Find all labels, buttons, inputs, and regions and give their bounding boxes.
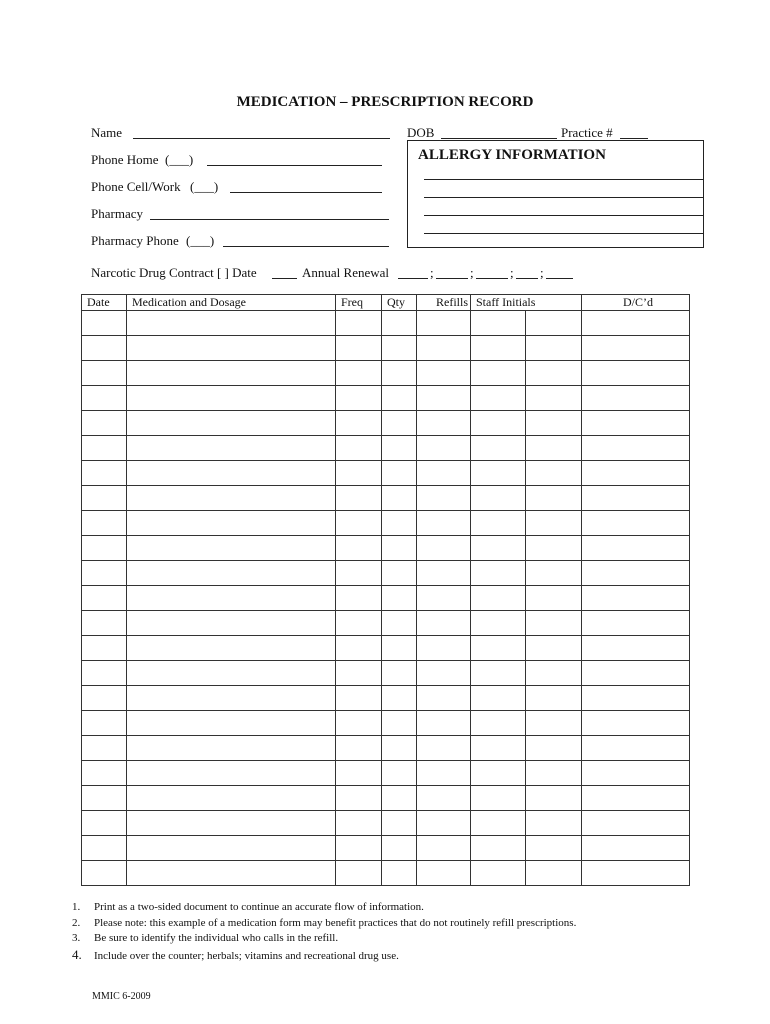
table-cell[interactable] (82, 386, 127, 411)
medication-table (81, 294, 690, 886)
renewal-field[interactable] (516, 278, 538, 279)
table-cell[interactable] (127, 636, 336, 661)
table-cell[interactable] (526, 361, 582, 386)
table-cell[interactable] (382, 436, 417, 461)
table-cell[interactable] (526, 636, 582, 661)
table-cell[interactable] (336, 311, 382, 336)
table-cell[interactable] (82, 411, 127, 436)
table-cell[interactable] (127, 811, 336, 836)
name-label: Name (91, 125, 123, 140)
table-cell[interactable] (336, 536, 382, 561)
table-cell[interactable] (382, 511, 417, 536)
table-cell[interactable] (582, 486, 690, 511)
table-cell[interactable] (526, 786, 582, 811)
table-cell[interactable] (526, 336, 582, 361)
table-cell[interactable] (127, 536, 336, 561)
table-cell[interactable] (526, 436, 582, 461)
table-cell[interactable] (382, 386, 417, 411)
table-cell[interactable] (417, 411, 471, 436)
col-header-dcd: D/C’d (582, 295, 690, 311)
table-cell[interactable] (582, 636, 690, 661)
table-cell[interactable] (82, 486, 127, 511)
table-cell[interactable] (382, 861, 417, 886)
phone-home-area: (___) (165, 152, 194, 167)
practice-label: Practice # (561, 125, 613, 140)
table-cell[interactable] (336, 586, 382, 611)
table-cell[interactable] (127, 711, 336, 736)
table-cell[interactable] (582, 461, 690, 486)
renewal-field[interactable] (398, 278, 428, 279)
table-cell[interactable] (336, 661, 382, 686)
table-cell[interactable] (127, 686, 336, 711)
allergy-box (407, 140, 704, 248)
table-cell[interactable] (582, 786, 690, 811)
note-item: 4. Include over the counter; herbals; vitamins and recreational drug use. (72, 946, 399, 962)
table-cell[interactable] (127, 336, 336, 361)
table-cell[interactable] (471, 761, 526, 786)
table-cell[interactable] (582, 511, 690, 536)
col-header-refills: Refills (417, 295, 471, 311)
table-cell[interactable] (526, 686, 582, 711)
table-cell[interactable] (471, 561, 526, 586)
table-cell[interactable] (417, 436, 471, 461)
allergy-line[interactable] (424, 197, 704, 198)
table-cell[interactable] (382, 536, 417, 561)
table-cell[interactable] (82, 536, 127, 561)
table-cell[interactable] (382, 761, 417, 786)
allergy-line[interactable] (424, 233, 704, 234)
table-row (82, 686, 690, 711)
table-cell[interactable] (471, 661, 526, 686)
col-header-freq: Freq (336, 295, 382, 311)
renewal-label: Annual Renewal (302, 265, 390, 280)
form-code: MMIC 6-2009 (92, 991, 151, 1002)
table-cell[interactable] (526, 836, 582, 861)
phone-cell-field[interactable] (230, 192, 382, 193)
table-cell[interactable] (82, 361, 127, 386)
table-cell[interactable] (382, 811, 417, 836)
table-cell[interactable] (336, 486, 382, 511)
table-row (82, 411, 690, 436)
table-cell[interactable] (82, 711, 127, 736)
table-row (82, 386, 690, 411)
contract-date-field[interactable] (272, 278, 297, 279)
table-cell[interactable] (526, 861, 582, 886)
col-header-date: Date (82, 295, 127, 311)
table-cell[interactable] (82, 861, 127, 886)
table-cell[interactable] (582, 561, 690, 586)
table-row (82, 311, 690, 336)
table-cell[interactable] (582, 861, 690, 886)
table-row (82, 761, 690, 786)
pharmacy-phone-field[interactable] (223, 246, 389, 247)
table-cell[interactable] (336, 361, 382, 386)
note-item: 2. Please note: this example of a medication form may benefit practices that do not routinely refill prescriptions. (72, 916, 577, 929)
table-cell[interactable] (526, 811, 582, 836)
table-cell[interactable] (471, 711, 526, 736)
phone-cell-label: Phone Cell/Work (91, 179, 181, 194)
table-cell[interactable] (336, 836, 382, 861)
phone-home-field[interactable] (207, 165, 382, 166)
table-cell[interactable] (382, 486, 417, 511)
table-cell[interactable] (127, 761, 336, 786)
contract-label: Narcotic Drug Contract [ ] Date (91, 265, 257, 280)
table-cell[interactable] (82, 811, 127, 836)
table-cell[interactable] (526, 511, 582, 536)
table-row (82, 611, 690, 636)
table-cell[interactable] (417, 611, 471, 636)
table-cell[interactable] (417, 461, 471, 486)
table-row (82, 561, 690, 586)
table-row (82, 486, 690, 511)
table-cell[interactable] (417, 786, 471, 811)
phone-home-label: Phone Home (91, 152, 159, 167)
table-cell[interactable] (417, 686, 471, 711)
table-cell[interactable] (82, 586, 127, 611)
table-cell[interactable] (336, 711, 382, 736)
table-cell[interactable] (471, 311, 526, 336)
table-cell[interactable] (336, 561, 382, 586)
table-cell[interactable] (417, 336, 471, 361)
table-cell[interactable] (82, 611, 127, 636)
table-cell[interactable] (582, 361, 690, 386)
table-cell[interactable] (471, 511, 526, 536)
table-cell[interactable] (417, 311, 471, 336)
table-cell[interactable] (417, 836, 471, 861)
table-cell[interactable] (526, 661, 582, 686)
table-cell[interactable] (127, 486, 336, 511)
table-cell[interactable] (471, 461, 526, 486)
table-cell[interactable] (336, 736, 382, 761)
table-cell[interactable] (582, 311, 690, 336)
table-cell[interactable] (526, 311, 582, 336)
name-field[interactable] (133, 138, 390, 139)
table-cell[interactable] (471, 411, 526, 436)
table-cell[interactable] (471, 486, 526, 511)
table-cell[interactable] (471, 586, 526, 611)
table-row (82, 861, 690, 886)
pharmacy-field[interactable] (150, 219, 389, 220)
table-cell[interactable] (471, 686, 526, 711)
table-cell[interactable] (336, 511, 382, 536)
table-cell[interactable] (382, 786, 417, 811)
renewal-sep: ; (540, 265, 544, 280)
table-cell[interactable] (382, 736, 417, 761)
pharmacy-label: Pharmacy (91, 206, 143, 221)
table-cell[interactable] (127, 411, 336, 436)
table-cell[interactable] (582, 661, 690, 686)
table-cell[interactable] (471, 436, 526, 461)
table-cell[interactable] (82, 561, 127, 586)
table-cell[interactable] (417, 561, 471, 586)
table-cell[interactable] (417, 736, 471, 761)
table-cell[interactable] (582, 611, 690, 636)
table-cell[interactable] (471, 811, 526, 836)
table-cell[interactable] (82, 336, 127, 361)
table-cell[interactable] (526, 561, 582, 586)
table-row (82, 461, 690, 486)
table-cell[interactable] (582, 836, 690, 861)
table-cell[interactable] (82, 436, 127, 461)
table-cell[interactable] (382, 686, 417, 711)
renewal-field[interactable] (476, 278, 508, 279)
renewal-sep: ; (430, 265, 434, 280)
table-cell[interactable] (127, 736, 336, 761)
table-cell[interactable] (382, 311, 417, 336)
col-header-staff: Staff Initials (471, 295, 582, 311)
table-cell[interactable] (82, 836, 127, 861)
table-row (82, 336, 690, 361)
table-cell[interactable] (417, 586, 471, 611)
table-cell[interactable] (127, 586, 336, 611)
notes-list (72, 900, 576, 964)
table-row (82, 786, 690, 811)
table-cell[interactable] (382, 711, 417, 736)
table-cell[interactable] (336, 811, 382, 836)
table-cell[interactable] (127, 611, 336, 636)
table-cell[interactable] (417, 386, 471, 411)
table-cell[interactable] (526, 711, 582, 736)
table-row (82, 661, 690, 686)
allergy-line[interactable] (424, 179, 704, 180)
table-cell[interactable] (382, 336, 417, 361)
table-cell[interactable] (382, 636, 417, 661)
dob-label: DOB (407, 125, 435, 140)
table-cell[interactable] (336, 336, 382, 361)
table-cell[interactable] (336, 436, 382, 461)
table-cell[interactable] (471, 636, 526, 661)
renewal-sep: ; (510, 265, 514, 280)
table-cell[interactable] (127, 561, 336, 586)
table-cell[interactable] (471, 336, 526, 361)
table-cell[interactable] (127, 786, 336, 811)
table-row (82, 361, 690, 386)
table-cell[interactable] (471, 361, 526, 386)
table-cell[interactable] (336, 411, 382, 436)
table-cell[interactable] (417, 486, 471, 511)
table-row (82, 586, 690, 611)
table-cell[interactable] (382, 661, 417, 686)
table-cell[interactable] (417, 761, 471, 786)
dob-field[interactable] (441, 138, 557, 139)
table-cell[interactable] (582, 811, 690, 836)
table-cell[interactable] (526, 486, 582, 511)
page-title: MEDICATION – PRESCRIPTION RECORD (236, 94, 534, 110)
table-cell[interactable] (127, 361, 336, 386)
table-row (82, 536, 690, 561)
table-cell[interactable] (82, 686, 127, 711)
table-row (82, 811, 690, 836)
table-cell[interactable] (382, 586, 417, 611)
table-cell[interactable] (582, 436, 690, 461)
table-cell[interactable] (526, 586, 582, 611)
table-cell[interactable] (382, 361, 417, 386)
table-cell[interactable] (336, 636, 382, 661)
table-row (82, 436, 690, 461)
phone-cell-area: (___) (190, 179, 219, 194)
table-cell[interactable] (526, 461, 582, 486)
table-cell[interactable] (417, 661, 471, 686)
table-cell[interactable] (82, 311, 127, 336)
pharmacy-phone-label: Pharmacy Phone (91, 233, 179, 248)
table-cell[interactable] (382, 461, 417, 486)
table-cell[interactable] (582, 536, 690, 561)
table-cell[interactable] (526, 411, 582, 436)
table-cell[interactable] (471, 736, 526, 761)
table-cell[interactable] (582, 686, 690, 711)
table-cell[interactable] (82, 636, 127, 661)
table-row (82, 736, 690, 761)
table-cell[interactable] (127, 461, 336, 486)
table-cell[interactable] (526, 736, 582, 761)
table-cell[interactable] (336, 611, 382, 636)
table-cell[interactable] (471, 386, 526, 411)
table-cell[interactable] (471, 836, 526, 861)
table-cell[interactable] (82, 661, 127, 686)
table-cell[interactable] (82, 461, 127, 486)
table-cell[interactable] (127, 836, 336, 861)
table-cell[interactable] (417, 636, 471, 661)
table-cell[interactable] (82, 736, 127, 761)
allergy-title: ALLERGY INFORMATION (418, 147, 606, 163)
table-cell[interactable] (127, 386, 336, 411)
table-cell[interactable] (82, 761, 127, 786)
table-cell[interactable] (417, 511, 471, 536)
table-cell[interactable] (127, 436, 336, 461)
table-cell[interactable] (82, 511, 127, 536)
col-header-qty: Qty (382, 295, 417, 311)
table-cell[interactable] (526, 611, 582, 636)
table-cell[interactable] (526, 386, 582, 411)
table-cell[interactable] (582, 386, 690, 411)
table-cell[interactable] (582, 336, 690, 361)
table-cell[interactable] (127, 511, 336, 536)
table-cell[interactable] (582, 586, 690, 611)
note-item: 3. Be sure to identify the individual who calls in the refill. (72, 932, 339, 944)
table-cell[interactable] (417, 536, 471, 561)
allergy-line[interactable] (424, 215, 704, 216)
table-row (82, 636, 690, 661)
renewal-field[interactable] (436, 278, 468, 279)
table-cell[interactable] (582, 761, 690, 786)
practice-field[interactable] (620, 138, 648, 139)
table-cell[interactable] (382, 561, 417, 586)
table-cell[interactable] (582, 711, 690, 736)
table-body (82, 311, 690, 886)
table-cell[interactable] (336, 386, 382, 411)
table-cell[interactable] (471, 786, 526, 811)
table-cell[interactable] (417, 861, 471, 886)
table-cell[interactable] (417, 811, 471, 836)
pharmacy-phone-area: (___) (186, 233, 215, 248)
table-cell[interactable] (127, 661, 336, 686)
table-cell[interactable] (127, 861, 336, 886)
table-cell[interactable] (382, 611, 417, 636)
table-cell[interactable] (336, 861, 382, 886)
table-cell[interactable] (417, 361, 471, 386)
table-row (82, 836, 690, 861)
table-cell[interactable] (82, 786, 127, 811)
table-row (82, 511, 690, 536)
table-cell[interactable] (471, 536, 526, 561)
table-cell[interactable] (417, 711, 471, 736)
renewal-sep: ; (470, 265, 474, 280)
table-cell[interactable] (526, 761, 582, 786)
table-cell[interactable] (582, 411, 690, 436)
table-cell[interactable] (582, 736, 690, 761)
table-cell[interactable] (127, 311, 336, 336)
table-cell[interactable] (336, 686, 382, 711)
renewal-field[interactable] (546, 278, 573, 279)
table-cell[interactable] (471, 611, 526, 636)
table-cell[interactable] (382, 411, 417, 436)
table-cell[interactable] (382, 836, 417, 861)
table-cell[interactable] (336, 786, 382, 811)
table-cell[interactable] (336, 461, 382, 486)
table-row (82, 711, 690, 736)
note-item: 1. Print as a two-sided document to continue an accurate flow of information. (72, 901, 424, 913)
col-header-medication: Medication and Dosage (127, 295, 336, 311)
table-cell[interactable] (471, 861, 526, 886)
table-cell[interactable] (526, 536, 582, 561)
table-cell[interactable] (336, 761, 382, 786)
